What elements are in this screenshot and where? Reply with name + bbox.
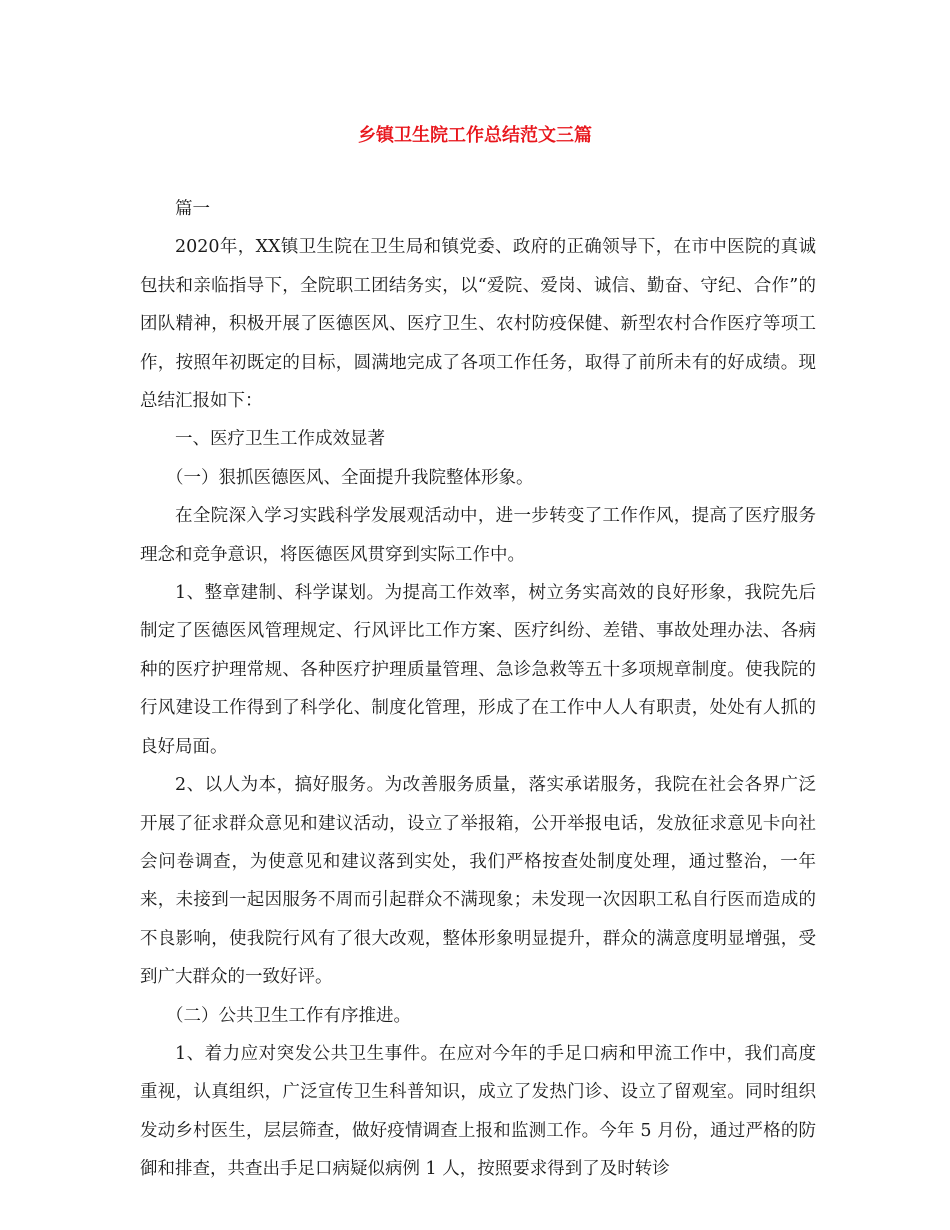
paragraph: 2、以人为本，搞好服务。为改善服务质量，落实承诺服务，我院在社会各界广泛开展了征求群众意见和建议活动，设立了举报箱，公开举报电话，发放征求意见卡向社会问卷调查，为使意见和建议落到实处，我们严格按查处制度处理，通过整治，一年来，未接到一起因服务不周而引起群众不满现象；未发现一次因职工私自行医而造成的不良影响，使我院行风有了很大改观，整体形象明显提升，群众的满意度明显增强，受到广大群众的一致好评。 — [140, 775, 816, 988]
section-heading: 篇一 — [175, 199, 210, 219]
document-title: 乡镇卫生院工作总结范文三篇 — [358, 125, 592, 146]
paragraph: 在全院深入学习实践科学发展观活动中，进一步转变了工作作风，提高了医疗服务理念和竞争意识，将医德医风贯穿到实际工作中。 — [140, 506, 816, 565]
paragraph: 1、整章建制、科学谋划。为提高工作效率，树立务实高效的良好形象，我院先后制定了医德医风管理规定、行风评比工作方案、医疗纠纷、差错、事故处理办法、各病种的医疗护理常规、各种医疗护理质量管理、急诊急救等五十多项规章制度。使我院的行风建设工作得到了科学化、制度化管理，形成了在工作中人人有职责，处处有人抓的良好局面。 — [140, 583, 816, 757]
paragraph: 2020年，XX镇卫生院在卫生局和镇党委、政府的正确领导下，在市中医院的真诚包扶和亲临指导下，全院职工团结务实，以“爱院、爱岗、诚信、勤奋、守纪、合作”的团队精神，积极开展了医德医风、医疗卫生、农村防疫保健、新型农村合作医疗等项工作，按照年初既定的目标，圆满地完成了各项工作任务，取得了前所未有的好成绩。现总结汇报如下： — [140, 237, 816, 412]
subsection-heading: （二）公共卫生工作有序推进。 — [166, 1005, 411, 1026]
document-body — [140, 190, 816, 1189]
subsection-heading: （一）狠抓医德医风、全面提升我院整体形象。 — [166, 467, 534, 488]
section-heading: 一、医疗卫生工作成效显著 — [175, 429, 385, 450]
paragraph: 1、着力应对突发公共卫生事件。在应对今年的手足口病和甲流工作中，我们高度重视，认真组织，广泛宣传卫生科普知识，成立了发热门诊、设立了留观室。同时组织发动乡村医生，层层筛查，做好疫情调查上报和监测工作。今年 5 月份，通过严格的防御和排查，共查出手足口病疑似病例 1 人，按照要求得到了及时转诊 — [140, 1043, 816, 1180]
